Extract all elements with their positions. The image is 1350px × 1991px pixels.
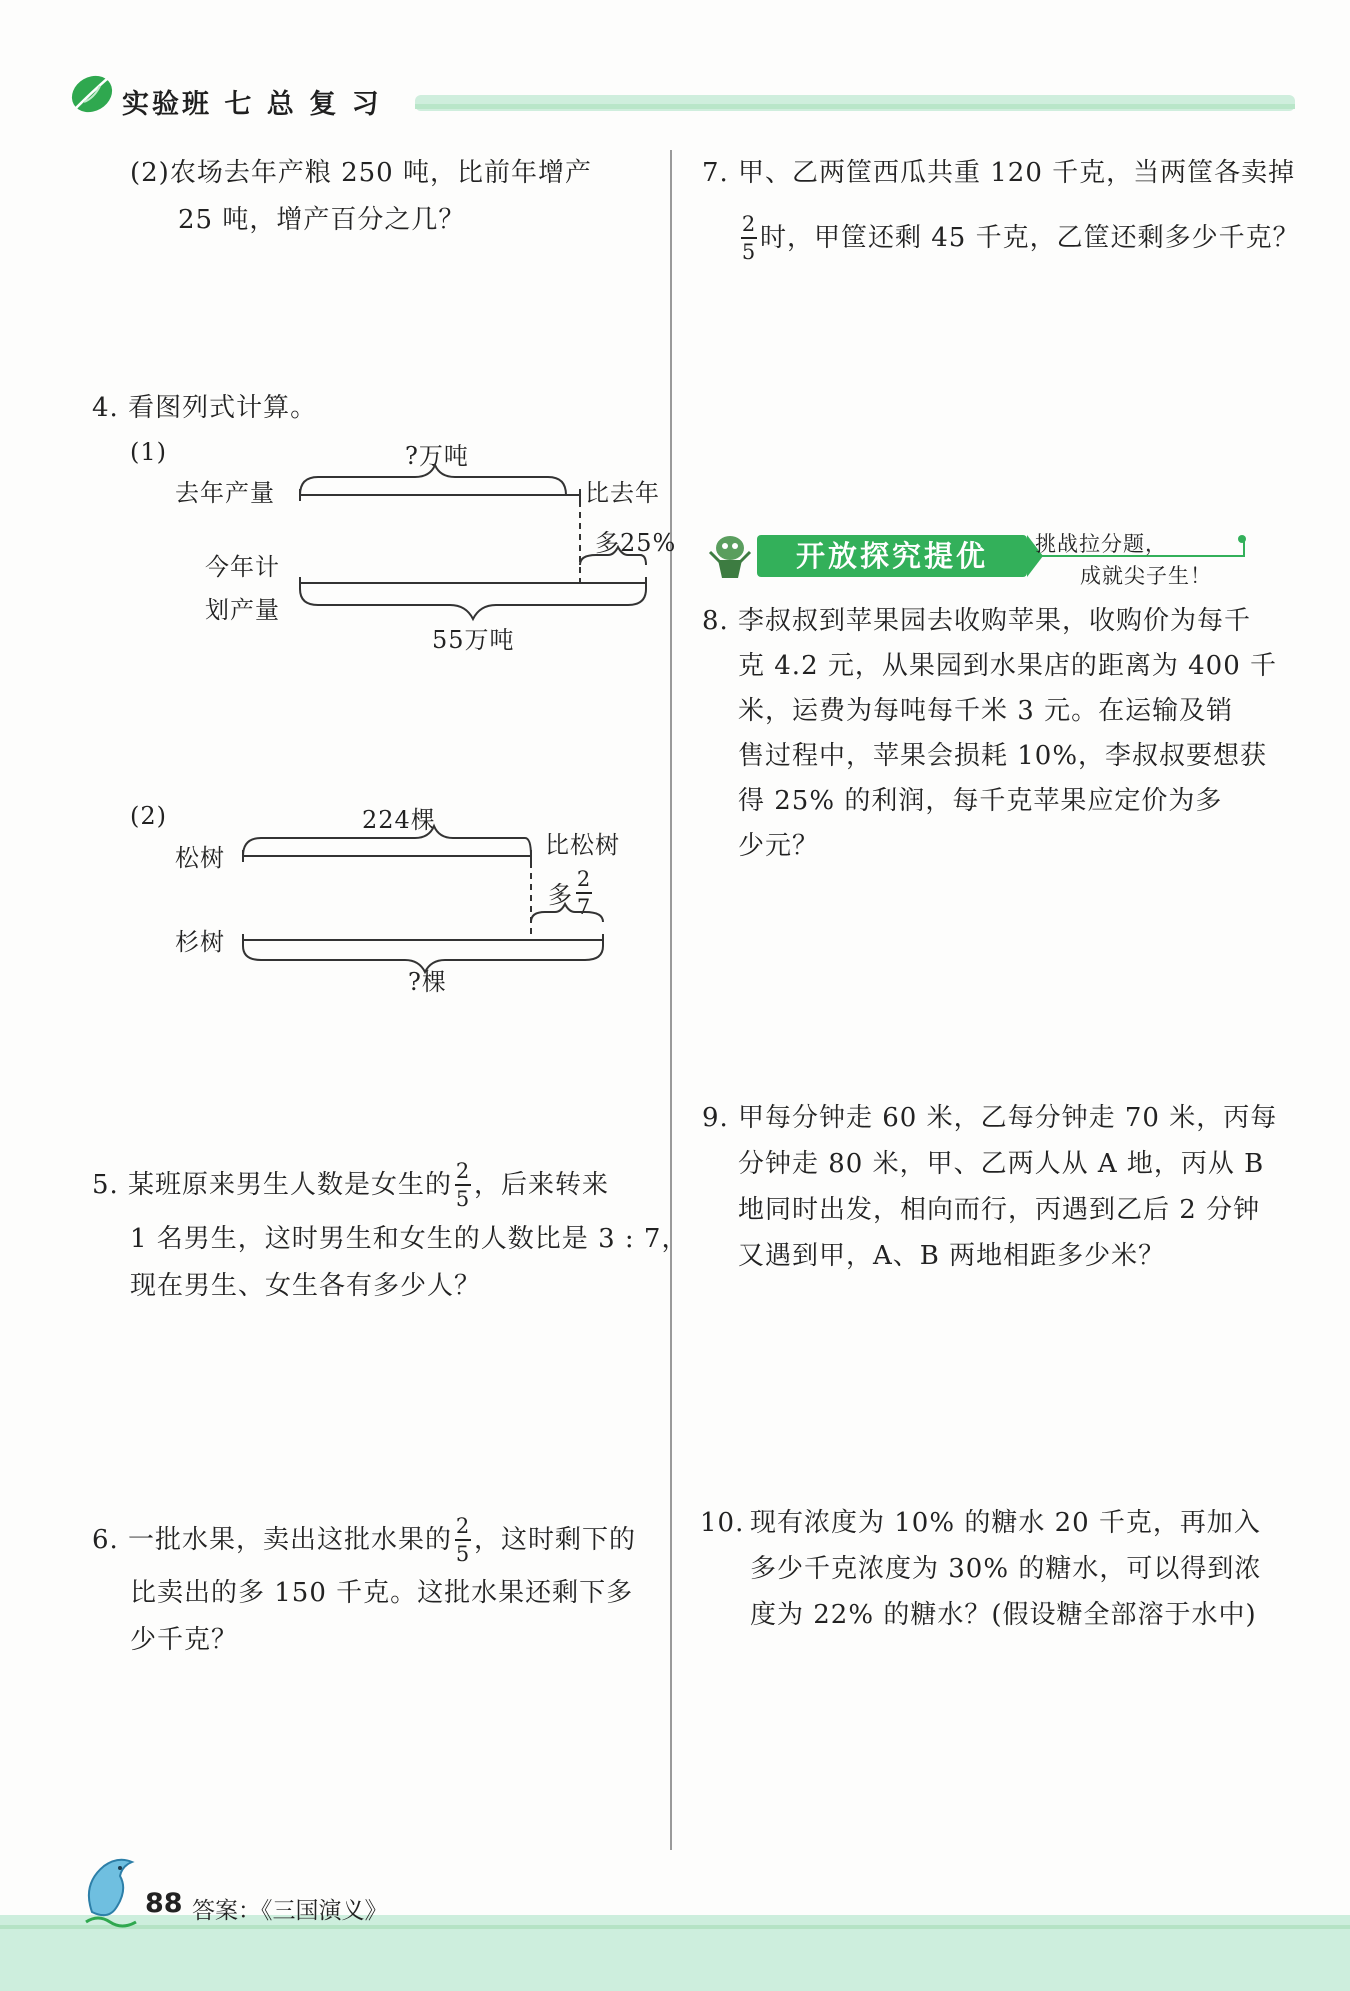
mascot-icon (700, 522, 758, 582)
q9-line2: 分钟走 80 米，甲、乙两人从 A 地，丙从 B (738, 1149, 1265, 1179)
footer-answer: 答案：《三国演义》 (192, 1898, 388, 1924)
q7-text-2: 时，甲筐还剩 45 千克，乙筐还剩多少千克？ (760, 222, 1300, 253)
q10-line1 (700, 1500, 1261, 1546)
q5-number: 5. (92, 1169, 119, 1200)
q7-fraction-denominator: 5 (741, 239, 757, 264)
q9-text-1: 甲每分钟走 60 米，乙每分钟走 70 米，丙每 (738, 1103, 1278, 1133)
q9-line3: 地同时出发，相向而行，丙遇到乙后 2 分钟 (738, 1195, 1261, 1225)
q8-number: 8. (702, 606, 729, 636)
q6-text-a: 一批水果，卖出这批水果的 (128, 1524, 453, 1555)
banner-subtitle-1: 挑战拉分题， (1035, 532, 1167, 556)
diagram1-side-label-1: 比去年 (585, 479, 660, 507)
diagram2-side-prefix: 多 (548, 881, 573, 910)
q7-text-1: 甲、乙两筐西瓜共重 120 千克，当两筐各卖掉 (738, 158, 1296, 188)
diagram2-segment-figure (235, 820, 625, 980)
diagram2-side-label-1: 比松树 (545, 831, 620, 859)
banner-subtitle-2: 成就尖子生！ (1080, 564, 1212, 588)
q5-fraction (455, 1160, 471, 1210)
header-title: 实验班 七 总 复 习 (122, 89, 382, 120)
q5-line2: 1 名男生，这时男生和女生的人数比是 3 : 7， (130, 1224, 689, 1254)
diagram1-bottom-brace-label: 55万吨 (432, 626, 515, 654)
column-divider (670, 150, 672, 1850)
q7-fraction (741, 213, 757, 263)
q7-fraction-numerator: 2 (741, 212, 757, 236)
q8-line4: 售过程中，苹果会损耗 10%，李叔叔要想获 (738, 741, 1268, 771)
q3-2-line2: 25 吨，增产百分之几？ (178, 205, 466, 235)
diagram1-label: (1) (130, 438, 167, 466)
q7-line2 (738, 213, 1300, 263)
q5-fraction-denominator: 5 (455, 1186, 471, 1211)
diagram1-side-label-2: 多25% (595, 529, 677, 557)
q6-number: 6. (92, 1524, 119, 1555)
header-band-stripe (415, 104, 1295, 109)
q8-line2: 克 4.2 元，从果园到水果店的距离为 400 千 (738, 651, 1278, 681)
fraction-bar (455, 1539, 471, 1541)
q8-line3: 米，运费为每吨每千米 3 元。在运输及销 (738, 696, 1234, 726)
diagram2-label: (2) (130, 802, 167, 830)
diagram2-fraction-numerator: 2 (576, 867, 592, 891)
diagram2-fraction-denominator: 7 (576, 894, 592, 919)
q5-text-b: ，后来转来 (474, 1169, 610, 1200)
diagram2-top-brace-label: 224棵 (362, 806, 436, 834)
q10-line3: 度为 22% 的糖水？(假设糖全部溶于水中) (750, 1600, 1257, 1630)
q4-title: 4. 看图列式计算。 (92, 393, 318, 423)
q9-line1 (702, 1095, 1277, 1141)
q9-line4: 又遇到甲，A、B 两地相距多少米？ (738, 1241, 1166, 1271)
q10-text-1: 现有浓度为 10% 的糖水 20 千克，再加入 (750, 1508, 1261, 1538)
footer-band-stripe (0, 1925, 1350, 1929)
diagram1-row1-label: 去年产量 (175, 479, 275, 507)
banner-dot (1238, 535, 1246, 543)
q6-text-b: ，这时剩下的 (474, 1524, 637, 1555)
q6-line2: 比卖出的多 150 千克。这批水果还剩下多 (130, 1578, 634, 1608)
q8-text-1: 李叔叔到苹果园去收购苹果，收购价为每千 (738, 606, 1252, 636)
q5-text-a: 某班原来男生人数是女生的 (128, 1169, 453, 1200)
diagram2-bottom-brace-label: ?棵 (408, 968, 447, 996)
q6-line3: 少千克？ (130, 1625, 239, 1655)
q7-number: 7. (702, 158, 729, 188)
q5-fraction-numerator: 2 (455, 1159, 471, 1183)
fraction-bar (741, 237, 757, 239)
q8-line1 (702, 598, 1251, 644)
diagram2-row1-label: 松树 (175, 844, 225, 872)
q9-number: 9. (702, 1103, 729, 1133)
q10-number: 10. (700, 1508, 745, 1538)
q6-fraction-numerator: 2 (455, 1514, 471, 1538)
q6-line1 (92, 1515, 636, 1565)
banner-title: 开放探究提优 (757, 535, 1027, 577)
diagram1-segment-figure (290, 455, 660, 635)
fraction-bar (455, 1184, 471, 1186)
page-number: 88 (145, 1888, 183, 1919)
dolphin-icon (78, 1850, 144, 1930)
q3-2-line1: (2)农场去年产粮 250 吨，比前年增产 (130, 158, 592, 188)
q6-fraction (455, 1515, 471, 1565)
q5-line1 (92, 1160, 609, 1210)
q5-line3: 现在男生、女生各有多少人？ (130, 1271, 482, 1301)
q8-line5: 得 25% 的利润，每千克苹果应定价为多 (738, 786, 1223, 816)
q10-line2: 多少千克浓度为 30% 的糖水，可以得到浓 (750, 1554, 1262, 1584)
q6-fraction-denominator: 5 (455, 1541, 471, 1566)
diagram1-top-brace-label: ?万吨 (405, 442, 469, 470)
diagram2-row2-label: 杉树 (175, 928, 225, 956)
q8-line6: 少元？ (738, 831, 820, 861)
q7-line1 (702, 150, 1295, 196)
leaf-logo-icon (68, 68, 116, 116)
diagram1-row2-label-b: 划产量 (205, 596, 280, 624)
diagram1-row2-label-a: 今年计 (205, 553, 280, 581)
